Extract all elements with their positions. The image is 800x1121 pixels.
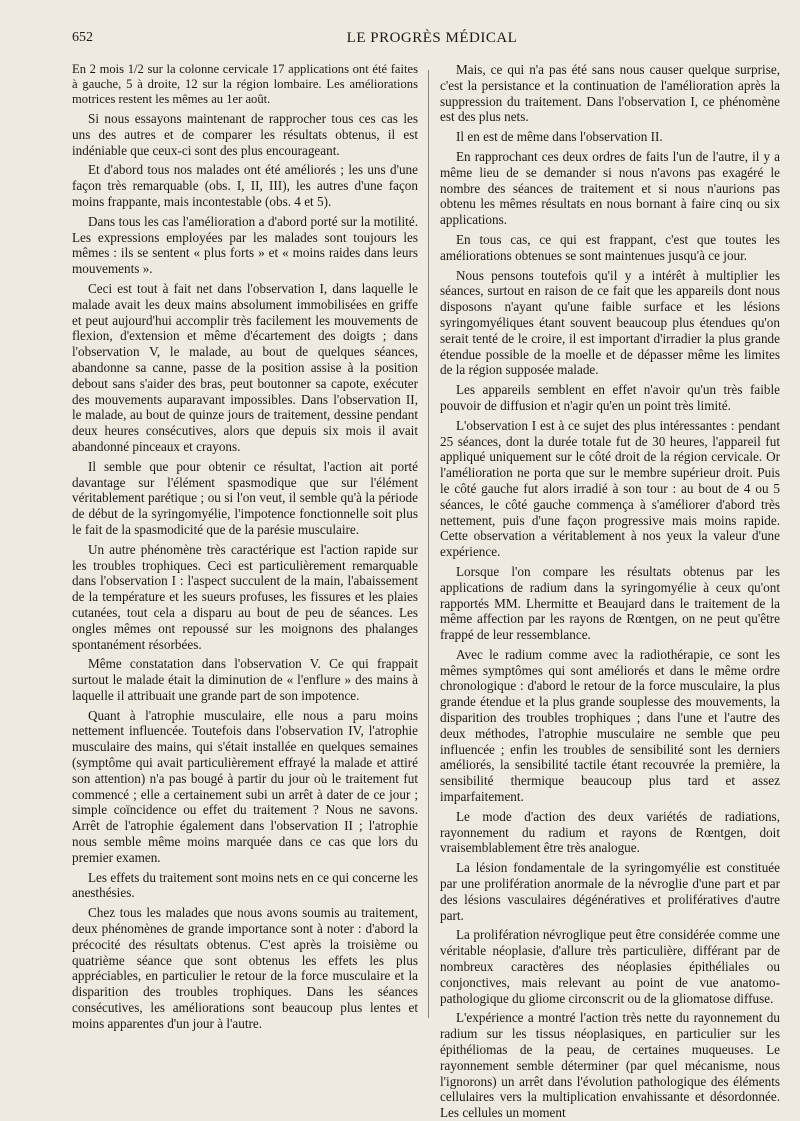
right-column	[440, 62, 780, 1121]
column-divider	[428, 70, 429, 1018]
paragraph: En 2 mois 1/2 sur la colonne cervicale 17 applications ont été faites à gauche, 5 à droite, 12 sur la région lombaire. Les améliorations motrices restent les mêmes au 1er août.	[72, 62, 418, 106]
paragraph: Avec le radium comme avec la radiothérapie, ce sont les mêmes symptômes qui sont améliorés et dans le même ordre chronologique : d'abord le retour de la force musculaire, la plus grande étendue et la plus grande souplesse des mouvements, la disparition des troubles trophiques ; dans l'une et l'autre des deux méthodes, l'atrophie musculaire ne semble que peu influencée ; enfin les troubles de sensibilité sont les derniers améliorés, la sensibilité tactile étant recouvrée la première, la sensibilité thermique beaucoup plus tard et assez imparfaitement.	[440, 646, 780, 805]
page-header	[64, 30, 800, 54]
running-title: LE PROGRÈS MÉDICAL	[346, 30, 518, 46]
paragraph: Et d'abord tous nos malades ont été améliorés ; les uns d'une façon très remarquable (obs. I, II, III), les autres d'une façon moins frappante, mais incontestable (obs. 4 et 5).	[72, 162, 418, 209]
paragraph: Chez tous les malades que nous avons soumis au traitement, deux phénomènes de grande importance sont à noter : d'abord la précocité des résultats obtenus. C'est après la troisième ou quatrième séance que sont obtenus les effets les plus appréciables, en particulier le retour de la force musculaire et la disparition des troubles trophiques. Dans les séances consécutives, les améliorations sont beaucoup plus lentes et moins apparentes d'un jour à l'autre.	[72, 905, 418, 1031]
paragraph: En rapprochant ces deux ordres de faits l'un de l'autre, il y a même lieu de se demander si nous n'avons pas exagéré le nombre des séances de traitement et si nous n'aurions pas obtenu les mêmes résultats en nous bornant à faire cinq ou six applications.	[440, 148, 780, 228]
paragraph: L'observation I est à ce sujet des plus intéressantes : pendant 25 séances, dont la durée totale fut de 30 heures, l'appareil fut appliqué uniquement sur le côté droit de la région cervicale. Or l'amélioration ne porta que sur le membre supérieur droit. Puis le côté gauche fut alors irradié à son tour : au bout de 4 ou 5 séances, le côté gauche commença à s'améliorer d'abord très nettement, puis d'une façon progressive mais moins rapide. Cette observation a véritablement à nos yeux la valeur d'une expérience.	[440, 417, 780, 560]
paragraph: Lorsque l'on compare les résultats obtenus par les applications de radium dans la syringomyélie à ceux qu'ont rapportés MM. Lhermitte et Beaujard dans le traitement de la même affection par les rayons de Rœntgen, on ne peut qu'être frappé de leur ressemblance.	[440, 563, 780, 643]
paragraph: La prolifération névroglique peut être considérée comme une véritable néoplasie, d'allure très particulière, différant par de nombreux caractères des néoplasies épithéliales ou conjonctives, mais relevant au point de vue anatomo-pathologique du gliome circonscrit ou de la gliomatose diffuse.	[440, 927, 780, 1006]
paragraph: Nous pensons toutefois qu'il y a intérêt à multiplier les séances, surtout en raison de ce fait que les appareils dont nous disposons n'ayant qu'une faible surface et les lésions syringomyéliques étant souvent beaucoup plus étendues qu'on serait tenté de le croire, il est important d'irradier la plus grande étendue possible de la moelle et de dépasser même les limites de la région supposée malade.	[440, 267, 780, 378]
paragraph: Il en est de même dans l'observation II.	[456, 129, 663, 145]
paragraph: Les effets du traitement sont moins nets en ce qui concerne les anesthésies.	[72, 869, 418, 901]
paragraph: La lésion fondamentale de la syringomyélie est constituée par une prolifération anormale de la névroglie d'une part et par des lésions vasculaires dégénératives et prolifératives d'autre part.	[440, 860, 780, 923]
paragraph: Il semble que pour obtenir ce résultat, l'action ait porté davantage sur l'élément spasmodique que sur l'élément véritablement parétique ; ou si l'on veut, il semble qu'à la période de début de la syringomyélie, l'impotence fonctionnelle soit plus le fait de la spasmodicité que de la parésie musculaire.	[72, 458, 418, 537]
paragraph: Mais, ce qui n'a pas été sans nous causer quelque surprise, c'est la persistance et la continuation de l'amélioration après la suppression du traitement. Dans l'observation I, ce phénomène est des plus nets.	[440, 62, 780, 125]
paragraph: Si nous essayons maintenant de rapprocher tous ces cas les uns des autres et de comparer les résultats obtenus, il est indéniable que ceux-ci sont des plus encourageant.	[72, 111, 418, 158]
paragraph: Ceci est tout à fait net dans l'observation I, dans laquelle le malade avait les deux mains absolument immobilisées en griffe et peut aujourd'hui accomplir très facilement les mouvements de flexion, d'extension et même d'écartement des doigts ; dans l'observation V, le malade, au bout de quelques séances, abandonne sa canne, passe de la position assise à la position debout sans s'aider des bras, peut boutonner sa capote, exécuter des mouvements auparavant impossibles. Dans l'observation II, le malade, au bout de quinze jours de traitement, dessine pendant deux heures consécutives, alors que depuis six mois il avait abandonné pinceaux et crayons.	[72, 280, 418, 454]
left-column	[72, 62, 418, 1031]
paragraph: En tous cas, ce qui est frappant, c'est que toutes les améliorations obtenues se sont maintenues jusqu'à ce jour.	[440, 231, 780, 263]
paragraph: Un autre phénomène très caractérique est l'action rapide sur les troubles trophiques. Ceci est particulièrement remarquable dans l'observation I : l'aspect succulent de la main, l'abaissement de la température et les sueurs profuses, les fissures et les plaies cutanées, tout cela a disparu au bout de peu de séances. Les ongles mêmes ont repoussé sur les moignons des phalanges spontanément résorbées.	[72, 541, 418, 652]
paragraph: Quant à l'atrophie musculaire, elle nous a paru moins nettement influencée. Toutefois dans l'observation IV, l'atrophie musculaire des mains, qui s'était installée en quelques semaines (symptôme qui avait particulièrement effrayé la malade et attiré son attention) n'a pas bougé à partir du jour où le traitement fut commencé ; elle a certainement subi un arrêt à dater de ce jour ; simple coïncidence ou effet du traitement ? Nous ne savons. Arrêt de l'atrophie également dans l'observation II ; l'atrophie nous semble même moins marquée dans ce cas que lors du premier examen.	[72, 707, 418, 865]
page-number: 652	[72, 30, 93, 45]
paragraph: Les appareils semblent en effet n'avoir qu'un très faible pouvoir de diffusion et n'agir qu'en un point très limité.	[440, 382, 780, 413]
paragraph: Même constatation dans l'observation V. Ce qui frappait surtout le malade était la diminution de « l'enflure » des mains à laquelle il attribuait une grande part de son impotence.	[72, 656, 418, 703]
paragraph: L'expérience a montré l'action très nette du rayonnement du radium sur les tissus néoplasiques, en particulier sur les épithéliomas de la peau, de certaines muqueuses. Le rayonnement semble déterminer (par quel mécanisme, nous l'ignorons) un arrêt dans l'évolution pathologique des éléments cellulaires vers la multiplication envahissante et désordonnée. Les cellules un moment	[440, 1010, 780, 1121]
paragraph: Le mode d'action des deux variétés de radiations, rayonnement du radium et rayons de Rœntgen, doit vraisemblablement être très analogue.	[440, 808, 780, 856]
paragraph: Dans tous les cas l'amélioration a d'abord porté sur la motilité. Les expressions employées par les malades sont toujours les mêmes : ils se sentent « plus forts » et « moins raides dans leurs mouvements ».	[72, 213, 418, 277]
